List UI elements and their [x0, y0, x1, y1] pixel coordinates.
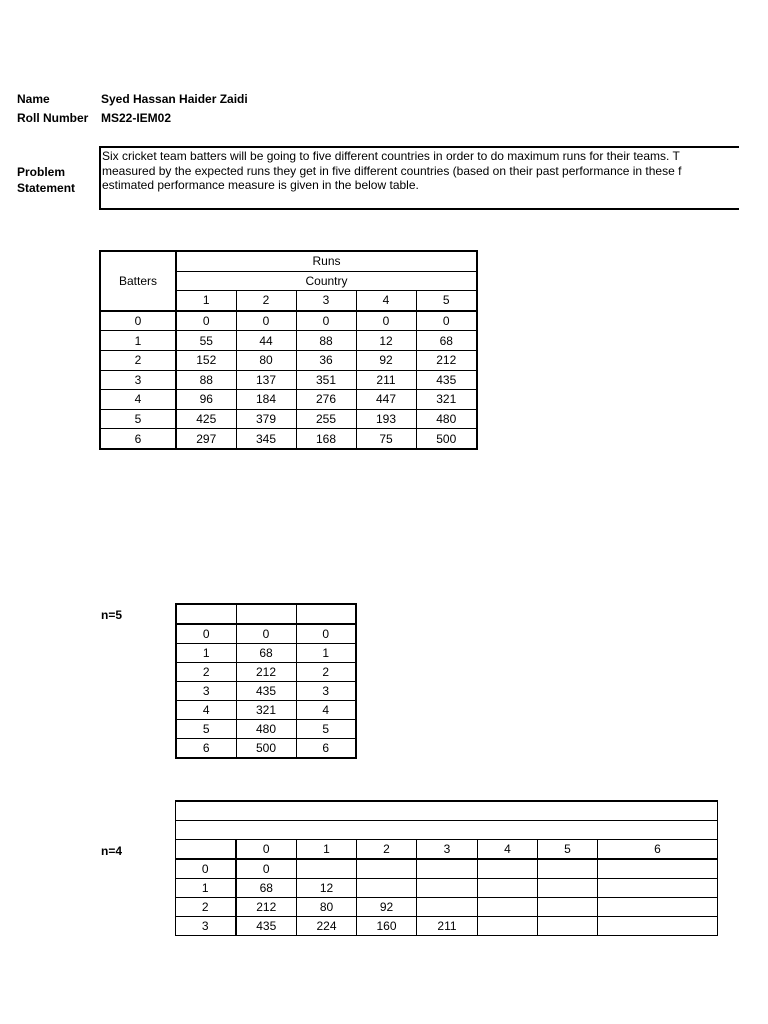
table-cell: [598, 879, 718, 898]
country-col-header: 1: [176, 291, 236, 311]
table-cell: [417, 859, 478, 879]
table-header-row: [176, 801, 718, 821]
table-cell: 92: [357, 898, 417, 917]
problem-statement-box: [99, 146, 739, 210]
table-cell: 0: [176, 859, 236, 879]
table-row: [176, 917, 718, 936]
table-cell: [538, 917, 598, 936]
runs-cell: 0: [356, 311, 416, 331]
table-cell: 212: [236, 898, 297, 917]
table-cell: 435: [236, 917, 297, 936]
n5-label: n=5: [101, 608, 123, 622]
table-cell: 1: [296, 644, 356, 663]
table-row: [176, 624, 356, 644]
n4-col-header: 3: [417, 840, 478, 860]
runs-cell: 276: [296, 390, 356, 410]
empty-header-cell: [236, 604, 296, 624]
runs-cell: 447: [356, 390, 416, 410]
country-header: Country: [176, 271, 477, 291]
runs-cell: 75: [356, 429, 416, 449]
table-cell: 5: [176, 720, 236, 739]
table-cell: 1: [176, 644, 236, 663]
runs-table: [99, 250, 478, 450]
batter-cell: 6: [100, 429, 176, 449]
table-cell: 321: [236, 701, 296, 720]
table-cell: 2: [296, 663, 356, 682]
table-row: [100, 390, 477, 410]
runs-cell: 193: [356, 409, 416, 429]
table-cell: 2: [176, 663, 236, 682]
table-cell: [478, 898, 538, 917]
runs-cell: 255: [296, 409, 356, 429]
runs-cell: 435: [416, 370, 477, 390]
roll-number-label: Roll Number: [17, 111, 89, 125]
runs-cell: 425: [176, 409, 236, 429]
runs-cell: 212: [416, 350, 477, 370]
runs-cell: 36: [296, 350, 356, 370]
table-cell: [357, 859, 417, 879]
runs-cell: 321: [416, 390, 477, 410]
table-row: [176, 663, 356, 682]
table-cell: 211: [417, 917, 478, 936]
table-row: [100, 311, 477, 331]
batter-cell: 4: [100, 390, 176, 410]
table-cell: 0: [236, 624, 296, 644]
runs-cell: 0: [416, 311, 477, 331]
table-cell: [478, 917, 538, 936]
runs-cell: 88: [296, 331, 356, 351]
batter-cell: 5: [100, 409, 176, 429]
table-cell: [417, 879, 478, 898]
table-cell: 4: [176, 701, 236, 720]
batter-cell: 1: [100, 331, 176, 351]
runs-cell: 92: [356, 350, 416, 370]
runs-cell: 211: [356, 370, 416, 390]
country-col-header: 4: [356, 291, 416, 311]
n4-col-header: 1: [297, 840, 357, 860]
table-cell: 68: [236, 879, 297, 898]
table-cell: 435: [236, 682, 296, 701]
table-row: [176, 859, 718, 879]
table-cell: 2: [176, 898, 236, 917]
problem-label: Problem: [17, 165, 66, 179]
batter-cell: 2: [100, 350, 176, 370]
empty-header-cell: [176, 801, 718, 821]
runs-cell: 88: [176, 370, 236, 390]
table-cell: 3: [176, 917, 236, 936]
problem-line-2: measured by the expected runs they get in five different countries (based on their past performance in these f: [102, 163, 682, 178]
table-row: [176, 644, 356, 663]
table-row: [176, 898, 718, 917]
table-cell: 0: [296, 624, 356, 644]
table-cell: [538, 898, 598, 917]
table-cell: [538, 879, 598, 898]
table-cell: 4: [296, 701, 356, 720]
table-row: [100, 331, 477, 351]
runs-cell: 500: [416, 429, 477, 449]
table-cell: 212: [236, 663, 296, 682]
runs-cell: 80: [236, 350, 296, 370]
table-header-row: [176, 604, 356, 624]
table-row: [176, 720, 356, 739]
table-cell: 80: [297, 898, 357, 917]
runs-cell: 137: [236, 370, 296, 390]
roll-number-value: MS22-IEM02: [101, 111, 172, 125]
table-cell: 12: [297, 879, 357, 898]
runs-cell: 297: [176, 429, 236, 449]
table-cell: 480: [236, 720, 296, 739]
table-cell: [478, 879, 538, 898]
table-cell: 6: [176, 739, 236, 759]
runs-cell: 184: [236, 390, 296, 410]
country-col-header: 2: [236, 291, 296, 311]
table-row: [176, 682, 356, 701]
n5-table: [175, 603, 357, 759]
runs-cell: 55: [176, 331, 236, 351]
empty-header-cell: [176, 604, 236, 624]
table-cell: [417, 898, 478, 917]
table-cell: 160: [357, 917, 417, 936]
runs-cell: 168: [296, 429, 356, 449]
country-col-header: 3: [296, 291, 356, 311]
n4-table: [175, 800, 718, 936]
runs-cell: 96: [176, 390, 236, 410]
table-cell: 68: [236, 644, 296, 663]
runs-cell: 345: [236, 429, 296, 449]
empty-header-cell: [176, 840, 236, 860]
table-cell: [598, 917, 718, 936]
table-cell: 0: [176, 624, 236, 644]
table-cell: [598, 898, 718, 917]
table-cell: 3: [176, 682, 236, 701]
batter-cell: 3: [100, 370, 176, 390]
table-cell: [538, 859, 598, 879]
table-cell: 0: [236, 859, 297, 879]
table-cell: [478, 859, 538, 879]
n4-label: n=4: [101, 844, 123, 858]
table-cell: [297, 859, 357, 879]
table-row: [100, 370, 477, 390]
runs-cell: 152: [176, 350, 236, 370]
table-header-row: [176, 821, 718, 840]
problem-line-3: estimated performance measure is given in the below table.: [102, 178, 419, 192]
runs-cell: 351: [296, 370, 356, 390]
empty-header-cell: [296, 604, 356, 624]
runs-cell: 44: [236, 331, 296, 351]
runs-cell: 12: [356, 331, 416, 351]
n4-col-header: 6: [598, 840, 718, 860]
table-row: [176, 739, 356, 759]
table-row: [100, 429, 477, 449]
name-value: Syed Hassan Haider Zaidi: [101, 92, 248, 106]
table-row: [100, 409, 477, 429]
runs-cell: 480: [416, 409, 477, 429]
n4-col-header: 2: [357, 840, 417, 860]
table-cell: 500: [236, 739, 296, 759]
runs-cell: 0: [296, 311, 356, 331]
table-row: [176, 879, 718, 898]
empty-header-cell: [176, 821, 718, 840]
table-row: [100, 350, 477, 370]
table-header-row: [176, 840, 718, 860]
table-row: [176, 701, 356, 720]
table-cell: [357, 879, 417, 898]
n4-col-header: 0: [236, 840, 297, 860]
batter-cell: 0: [100, 311, 176, 331]
name-label: Name: [17, 92, 50, 106]
runs-cell: 379: [236, 409, 296, 429]
statement-label: Statement: [17, 181, 76, 195]
runs-cell: 0: [236, 311, 296, 331]
batters-header: Batters: [100, 251, 176, 311]
runs-header: Runs: [176, 251, 477, 271]
runs-cell: 68: [416, 331, 477, 351]
problem-line-1: Six cricket team batters will be going to five different countries in order to do maximum runs for their teams. T: [102, 149, 680, 163]
table-cell: 6: [296, 739, 356, 759]
table-cell: 5: [296, 720, 356, 739]
table-cell: 224: [297, 917, 357, 936]
table-cell: [598, 859, 718, 879]
table-cell: 3: [296, 682, 356, 701]
runs-cell: 0: [176, 311, 236, 331]
n4-col-header: 5: [538, 840, 598, 860]
country-col-header: 5: [416, 291, 477, 311]
n4-col-header: 4: [478, 840, 538, 860]
table-cell: 1: [176, 879, 236, 898]
